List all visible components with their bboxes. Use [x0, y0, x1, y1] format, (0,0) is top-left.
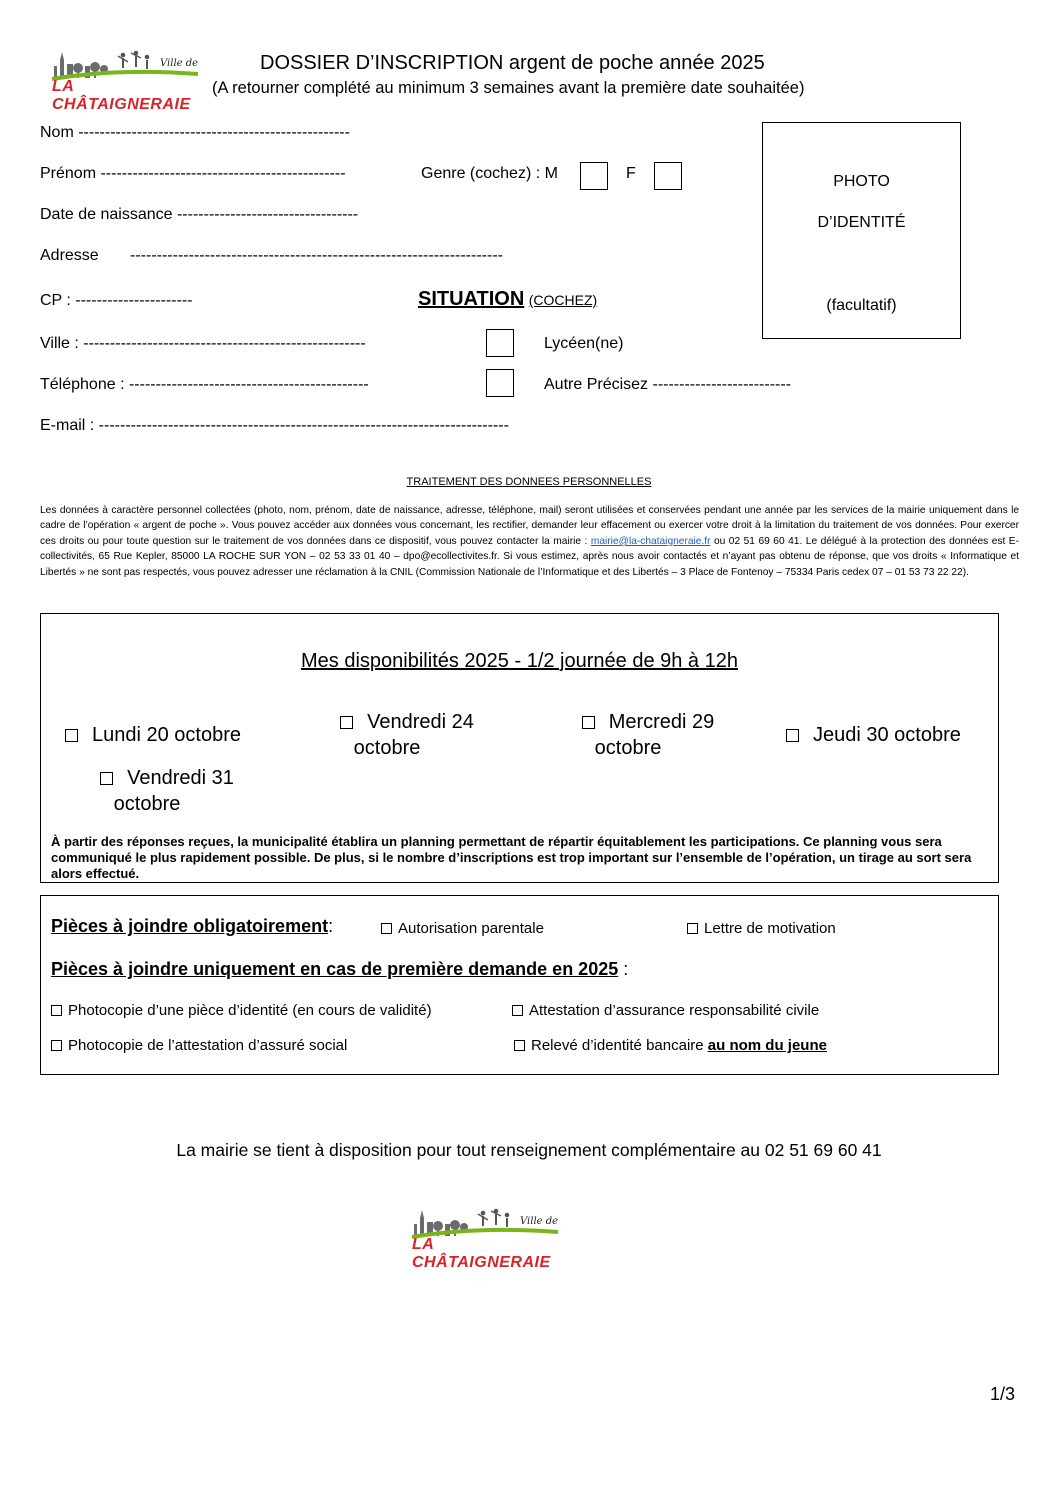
doc-checkbox[interactable] [514, 1040, 525, 1051]
first-request-colon: : [618, 959, 629, 979]
day-checkbox[interactable] [100, 772, 113, 785]
email-field[interactable]: E-mail : ----------------------------------------------------------------------------- [40, 417, 509, 434]
day-checkbox[interactable] [340, 716, 353, 729]
page-number: 1/3 [990, 1384, 1016, 1404]
situation-note: (COCHEZ) [528, 292, 598, 308]
doc-label: Photocopie de l’attestation d’assuré social [68, 1037, 348, 1054]
mandatory-title: Pièces à joindre obligatoirement [51, 916, 329, 936]
telephone-field[interactable]: Téléphone : --------------------------------------------- [40, 376, 369, 393]
day-option[interactable] [65, 722, 265, 748]
day-label: Lundi 20 octobre [92, 724, 242, 746]
legal-text [40, 503, 1019, 580]
day-label-line1 [568, 709, 728, 735]
doc-checkbox[interactable] [687, 923, 698, 934]
ville-field[interactable]: Ville : ----------------------------------------------------- [40, 335, 366, 352]
day-option[interactable] [786, 722, 986, 748]
doc-option[interactable] [512, 1002, 819, 1019]
day-label-line1 [87, 765, 247, 791]
doc-option[interactable] [51, 1037, 347, 1054]
lyceen-label: Lycéen(ne) [544, 335, 624, 352]
nom-field[interactable]: Nom --------------------------------------------------- [40, 124, 350, 141]
lyceen-checkbox[interactable] [486, 329, 514, 357]
day-label: Mercredi 29 [608, 711, 715, 733]
day-checkbox[interactable] [65, 729, 78, 742]
doc-option[interactable] [687, 920, 836, 937]
day-label: Vendredi 31 [127, 767, 234, 789]
day-label: Vendredi 24 [367, 711, 474, 733]
doc-option[interactable] [381, 920, 544, 937]
availability-title: Mes disponibilités 2025 - 1/2 journée de 9h à 12h [301, 650, 738, 672]
day-option[interactable] [568, 709, 728, 761]
day-label-line2: octobre [353, 737, 421, 759]
day-checkbox[interactable] [582, 716, 595, 729]
date-naissance-field[interactable]: Date de naissance ---------------------------------- [40, 206, 359, 223]
adresse-label: Adresse [40, 247, 99, 264]
genre-label: Genre (cochez) : M [421, 165, 558, 182]
contact-line: La mairie se tient à disposition pour tout renseignement complémentaire au 02 51 69 60 41 [176, 1140, 882, 1160]
doc-label: Autorisation parentale [398, 920, 544, 937]
situation-heading [418, 288, 597, 311]
doc-option[interactable] [51, 1002, 432, 1019]
genre-f-checkbox[interactable] [654, 162, 682, 190]
doc-checkbox[interactable] [381, 923, 392, 934]
legal-title: TRAITEMENT DES DONNEES PERSONNELLES [406, 476, 652, 488]
logo-name-text: LA CHÂTAIGNERAIE [412, 1236, 551, 1271]
photo-label-optional: (facultatif) [826, 297, 897, 314]
legal-text-part1: Les données à caractère personnel collectées (photo, nom, prénom, date de naissance, adresse, téléphone, mail) seront utilisées et conservées pendant une année par les services de la mairie uniquement dans le cadre de l’opération « argent de poche ». Vous pouvez accéder aux données vous concernant, les rectifier, demander leur effacement ou exercer votre droit à la limitation du traitement de vos données. Pour exercer ces droits ou pour toute question sur le traitement de vos données dans ce dispositif, vous pouvez contacter la mairie : [40, 505, 1019, 547]
logo-top [48, 48, 208, 113]
documents-box [40, 895, 999, 1075]
adresse-field[interactable]: ---------------------------------------------------------------------- [130, 247, 503, 264]
doc-label-emphasis: au nom du jeune [707, 1037, 827, 1054]
photo-box [762, 122, 961, 339]
situation-title: SITUATION [418, 288, 525, 310]
day-label-line1 [327, 709, 487, 735]
first-request-title: Pièces à joindre uniquement en cas de première demande en 2025 [51, 959, 619, 979]
genre-f-label: F [626, 165, 636, 182]
autre-field[interactable]: Autre Précisez -------------------------- [544, 376, 792, 393]
planning-notice: À partir des réponses reçues, la municipalité établira un planning permettant de répartir équitablement les participations. Ce planning vous sera communiqué le plus rapidement possible. De plus, si le nombre d’inscriptions est trop important sur l’ensemble de l’opération, un tirage au sort sera alors effectué. [51, 834, 972, 881]
doc-label: Attestation d’assurance responsabilité civile [529, 1002, 820, 1019]
page-subtitle: (A retourner complété au minimum 3 semaines avant la première date souhaitée) [212, 79, 805, 97]
doc-checkbox[interactable] [512, 1005, 523, 1016]
mandatory-heading [51, 916, 333, 937]
logo-bottom [408, 1206, 568, 1271]
cp-field[interactable]: CP : ---------------------- [40, 292, 193, 309]
logo-ville-text: Ville de [160, 58, 199, 69]
mairie-email-link[interactable]: mairie@la-chataigneraie.fr [590, 535, 711, 547]
doc-checkbox[interactable] [51, 1005, 62, 1016]
day-label-line2: octobre [113, 793, 181, 815]
photo-label: PHOTO [833, 173, 890, 190]
logo-name-text: LA CHÂTAIGNERAIE [52, 78, 191, 113]
mandatory-colon: : [328, 916, 334, 936]
doc-label: Photocopie d’une pièce d’identité (en cours de validité) [68, 1002, 432, 1019]
day-option[interactable] [87, 765, 247, 817]
day-option[interactable] [327, 709, 487, 761]
doc-label: Lettre de motivation [704, 920, 836, 937]
day-label: Jeudi 30 octobre [813, 724, 961, 746]
page-title: DOSSIER D’INSCRIPTION argent de poche année 2025 [260, 52, 765, 74]
photo-label-identite: D’IDENTITÉ [817, 214, 906, 231]
day-checkbox[interactable] [786, 729, 799, 742]
logo-ville-text: Ville de [520, 1216, 559, 1227]
doc-checkbox[interactable] [51, 1040, 62, 1051]
day-label-line2: octobre [594, 737, 662, 759]
doc-label: Relevé d’identité bancaire [531, 1037, 708, 1054]
prenom-field[interactable]: Prénom ---------------------------------------------- [40, 165, 346, 182]
legal-text-part2: ou 02 51 69 60 41. Le délégué à la protection des données est E-collectivités, 65 Rue Kepler, 85000 LA ROCHE SUR YON – 02 53 33 01 40 – dpo@ecollectivites.fr. Si vous estimez, après nous avoir contactés et n’ayant pas obtenu de réponse, que vos droits « Informatique et Libertés » ne sont pas respectés, vous pouvez adresser une réclamation à la CNIL (Commission Nationale de l’Informatique et des Libertés – 3 Place de Fontenoy – 75334 Paris cedex 07 – 01 53 73 22 22). [40, 535, 1019, 578]
genre-m-checkbox[interactable] [580, 162, 608, 190]
availability-box [40, 613, 999, 883]
first-request-heading [51, 959, 628, 980]
autre-checkbox[interactable] [486, 369, 514, 397]
doc-option[interactable] [514, 1037, 827, 1054]
